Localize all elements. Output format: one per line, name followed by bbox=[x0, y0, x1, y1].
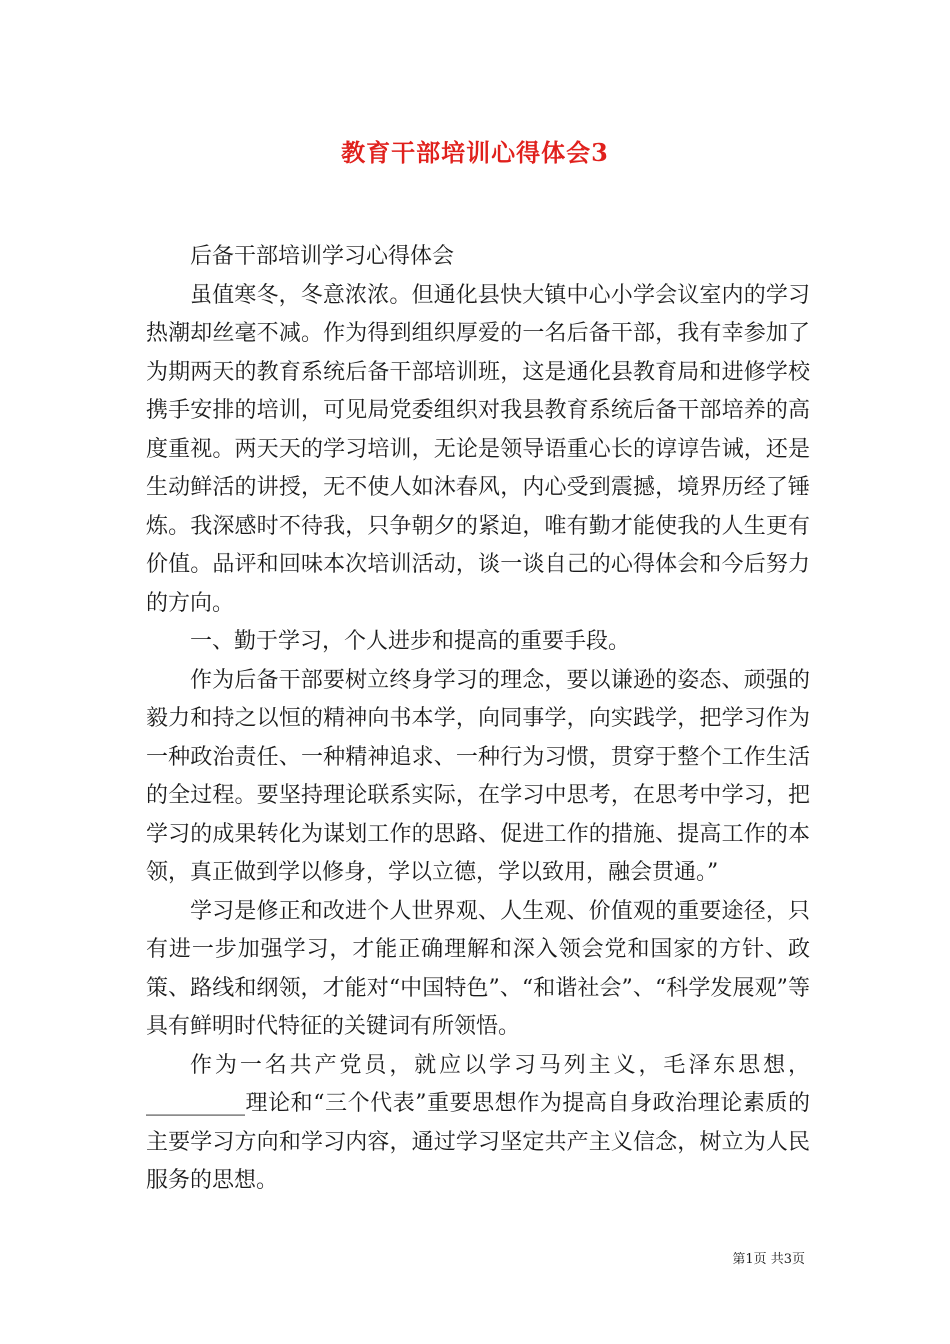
page-number: 第1页 共3页 bbox=[732, 1252, 805, 1267]
document-subtitle: 后备干部培训学习心得体会 bbox=[190, 244, 455, 269]
section-heading: 一、勤于学习，个人进步和提高的重要手段。 bbox=[190, 629, 631, 654]
document-title: 教育干部培训心得体会3 bbox=[341, 138, 609, 167]
paragraph: 作为一名共产党员，就应以学习马列主义，毛泽东思想，_________理论和“三个代表”重要思想作为提高自身政治理论素质的主要学习方向和学习内容，通过学习坚定共产主义信念，树立为人民服务的思想。 bbox=[146, 1052, 810, 1193]
paragraph: 学习是修正和改进个人世界观、人生观、价值观的重要途径，只有进一步加强学习，才能正确理解和深入领会党和国家的方针、政策、路线和纲领，才能对“中国特色”、“和谐社会”、“科学发展观”等具有鲜明时代特征的关键词有所领悟。 bbox=[146, 898, 810, 1039]
paragraph: 虽值寒冬，冬意浓浓。但通化县快大镇中心小学会议室内的学习热潮却丝毫不减。作为得到组织厚爱的一名后备干部，我有幸参加了为期两天的教育系统后备干部培训班，这是通化县教育局和进修学校携手安排的培训，可见局党委组织对我县教育系统后备干部培养的高度重视。两天天的学习培训，无论是领导语重心长的谆谆告诫，还是生动鲜活的讲授，无不使人如沐春风，内心受到震撼，境界历经了锤炼。我深感时不待我，只争朝夕的紧迫，唯有勤才能使我的人生更有价值。品评和回味本次培训活动，谈一谈自己的心得体会和今后努力的方向。 bbox=[146, 282, 810, 616]
document-body bbox=[146, 238, 810, 1201]
paragraph: 作为后备干部要树立终身学习的理念，要以谦逊的姿态、顽强的毅力和持之以恒的精神向书本学，向同事学，向实践学，把学习作为一种政治责任、一种精神追求、一种行为习惯，贯穿于整个工作生活的全过程。要坚持理论联系实际，在学习中思考，在思考中学习，把学习的成果转化为谋划工作的思路、促进工作的措施、提高工作的本领，真正做到学以修身，学以立德，学以致用，融会贯通。” bbox=[146, 667, 810, 885]
